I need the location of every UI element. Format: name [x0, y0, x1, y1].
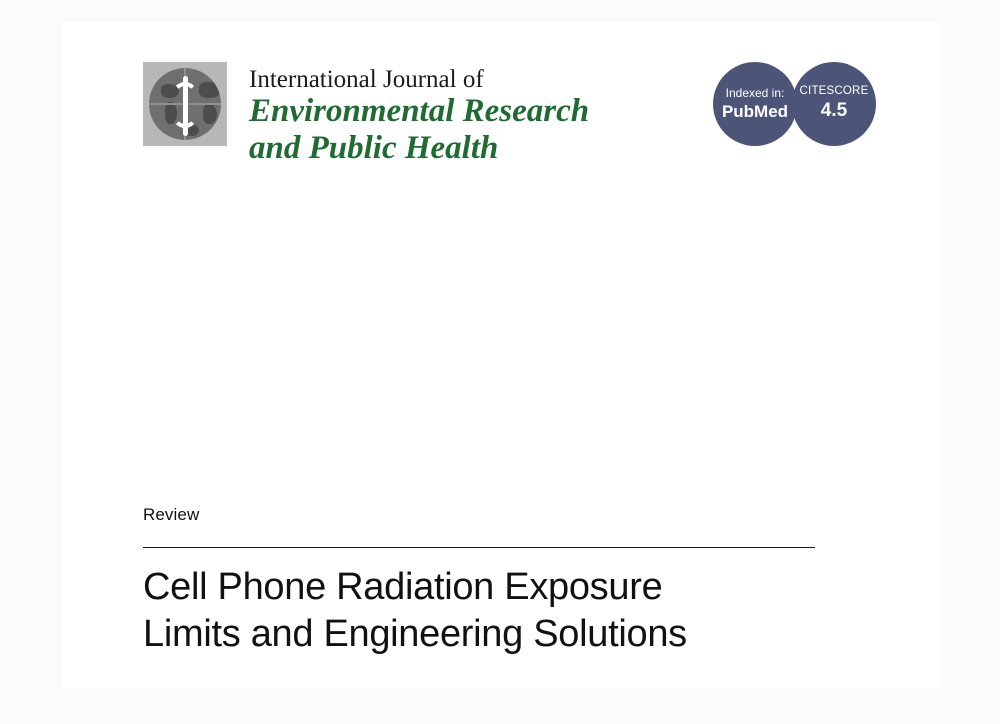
pubmed-badge-main-label: PubMed	[721, 101, 789, 121]
citescore-badge-main-label: 4.5	[820, 100, 848, 122]
caduceus-globe-logo-icon	[143, 62, 227, 146]
journal-title-line1: International Journal of	[249, 66, 484, 93]
journal-title	[249, 62, 589, 167]
pubmed-badge-top-label: Indexed in:	[725, 86, 785, 101]
journal-badges	[713, 62, 876, 146]
journal-title-line3: and Public Health	[249, 129, 499, 166]
article-title-line2: Limits and Engineering Solutions	[143, 612, 687, 655]
article-header	[143, 505, 815, 683]
page-margin-top	[0, 0, 1000, 22]
pubmed-badge	[713, 62, 797, 146]
title-divider	[143, 547, 815, 548]
citescore-badge-top-label: CITESCORE	[799, 85, 869, 98]
article-title-line1: Cell Phone Radiation Exposure	[143, 566, 663, 608]
page-margin-left	[0, 0, 62, 724]
page-margin-right	[940, 0, 1000, 724]
serpent-shape	[172, 82, 198, 128]
journal-title-line2: Environmental Research	[249, 93, 590, 129]
page-margin-bottom	[0, 688, 1000, 724]
page-title	[143, 564, 815, 657]
journal-masthead	[143, 62, 589, 167]
citescore-badge	[792, 62, 876, 146]
article-type-label: Review	[143, 505, 200, 524]
